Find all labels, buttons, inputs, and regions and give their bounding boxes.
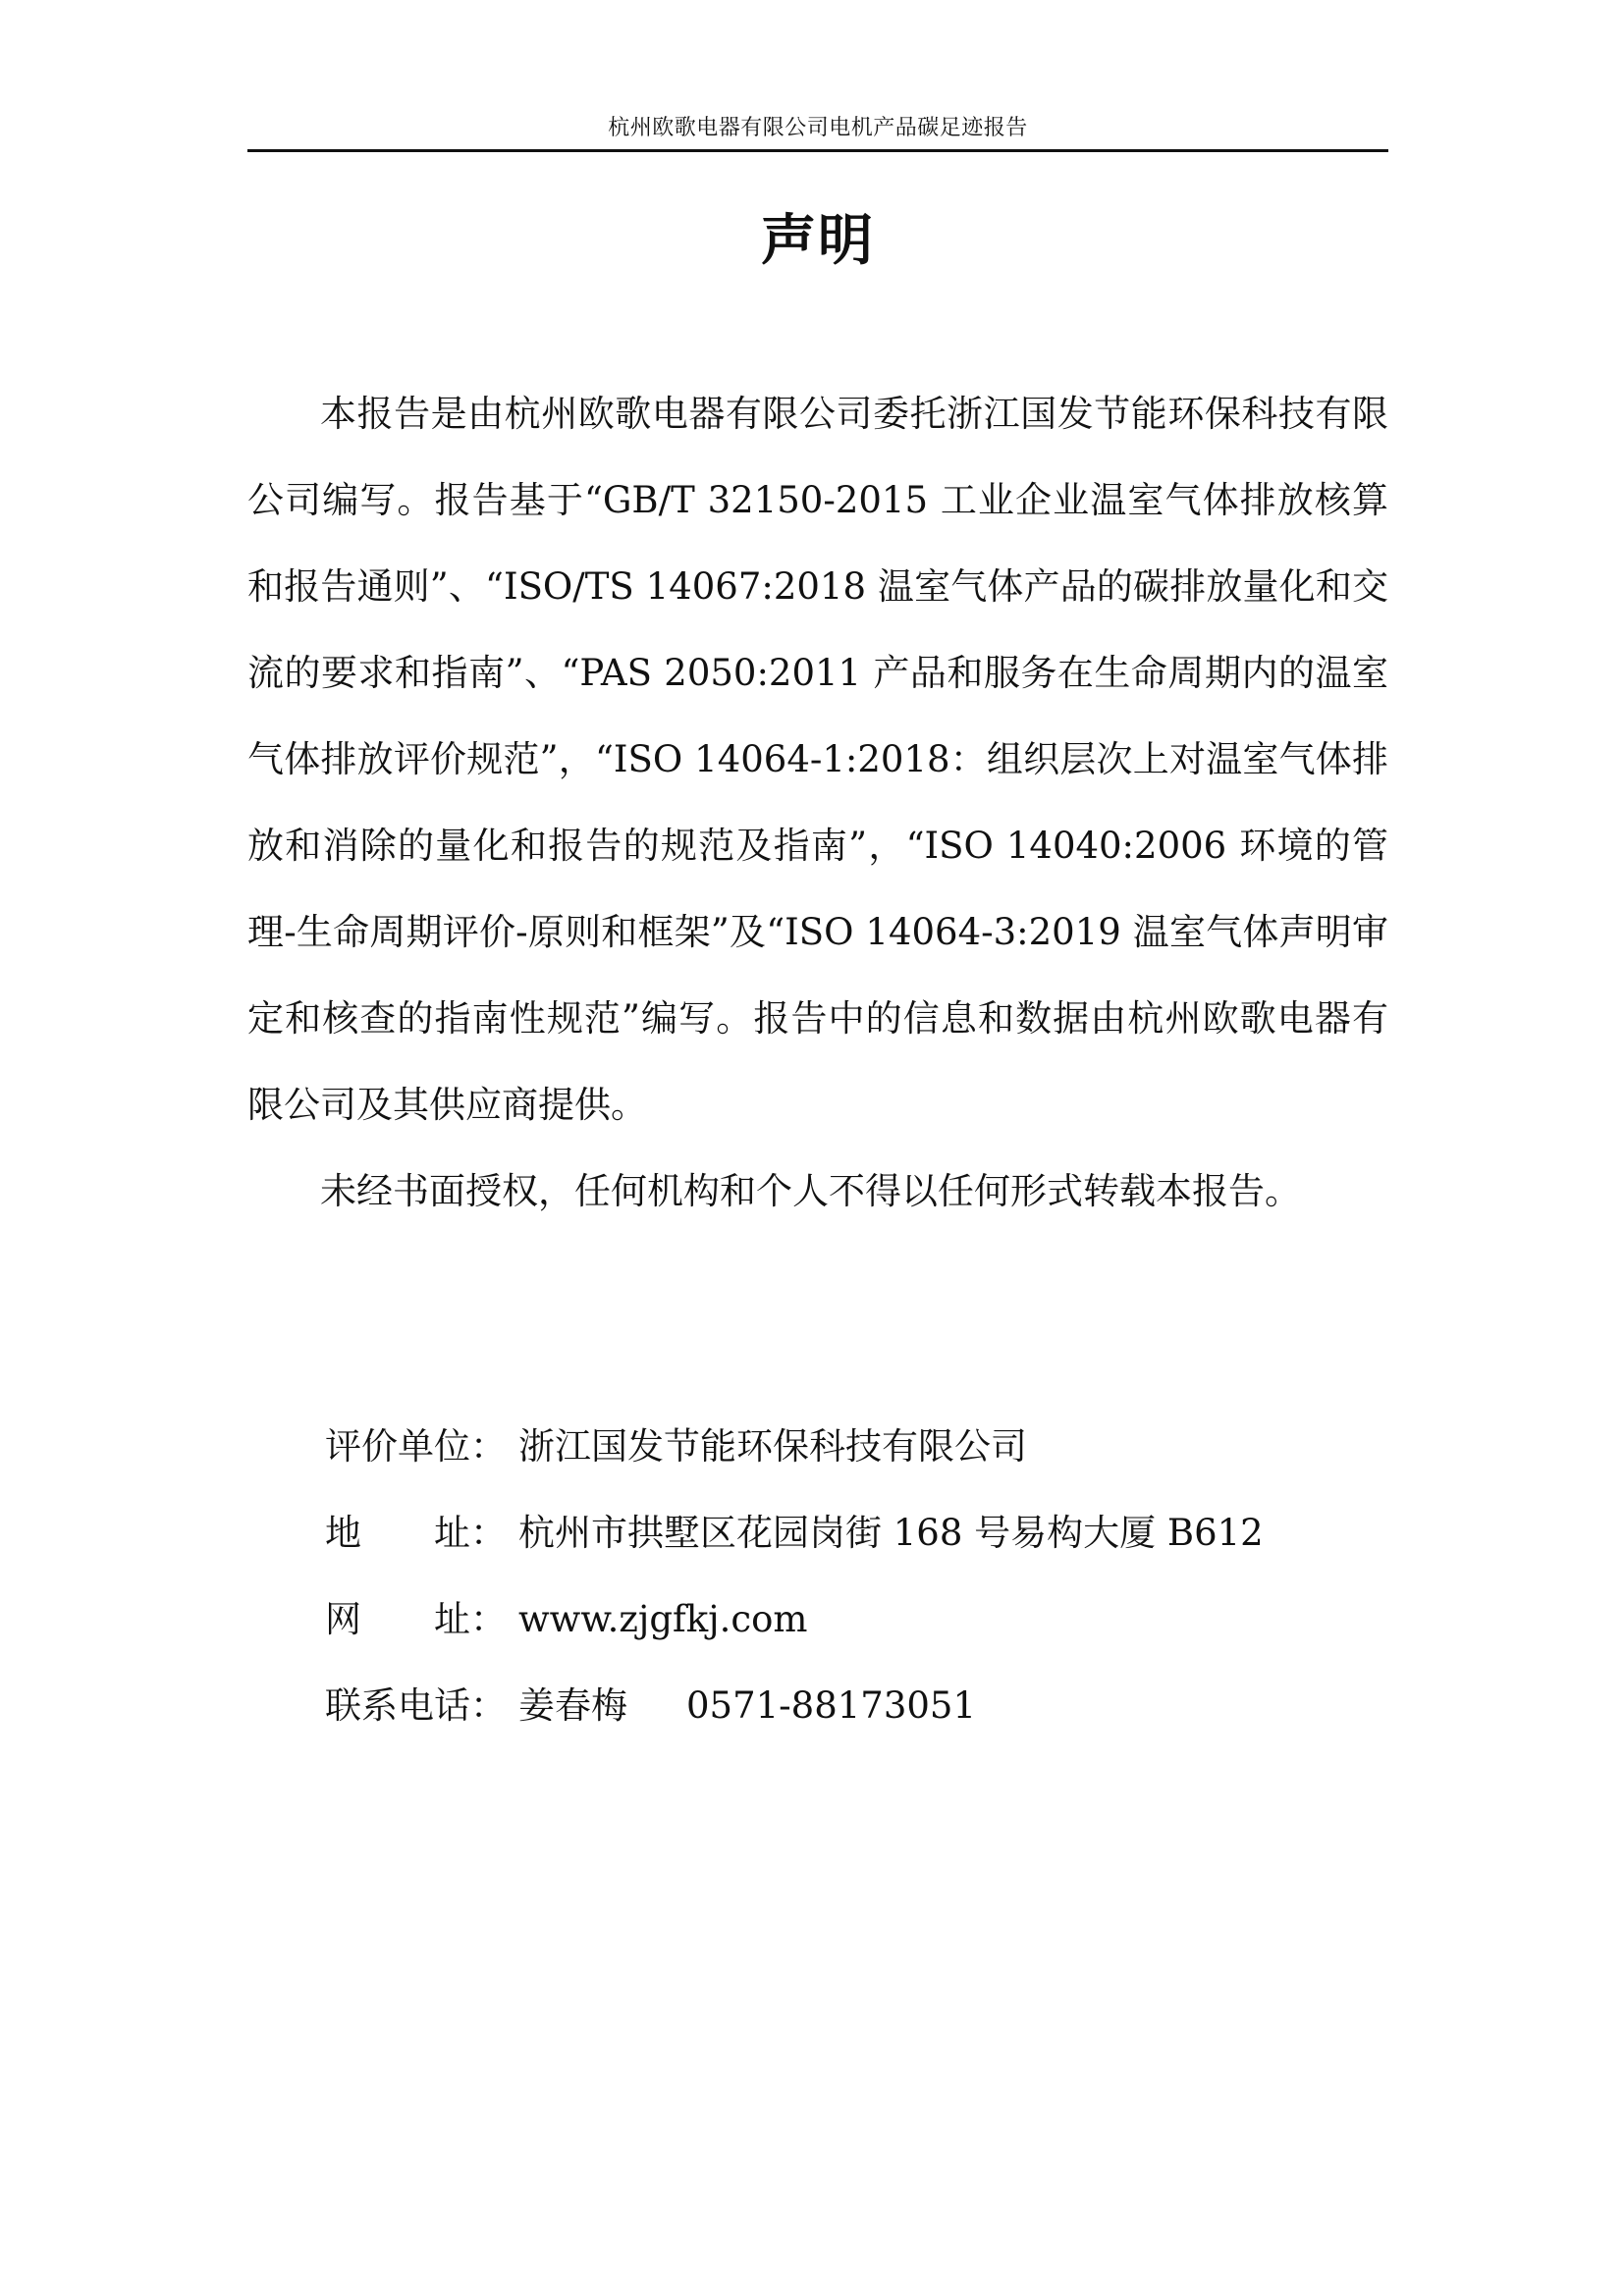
- contact-unit-value: 浙江国发节能环保科技有限公司: [518, 1425, 1027, 1468]
- contact-info: [325, 1404, 1388, 1749]
- statement-paragraph-1: 本报告是由杭州欧歌电器有限公司委托浙江国发节能环保科技有限公司编写。报告基于“GB/T 32150-2015 工业企业温室气体排放核算和报告通则”、“ISO/TS 14067:2018 温室气体产品的碳排放量化和交流的要求和指南”、“PAS 2050:2011 产品和服务在生命周期内的温室气体排放评价规范”，“ISO 14064-1:2018：组织层次上对温室气体排放和消除的量化和报告的规范及指南”，“ISO 14040:2006 环境的管理-生命周期评价-原则和框架”及“ISO 14064-3:2019 温室气体声明审定和核查的指南性规范”编写。报告中的信息和数据由杭州欧歌电器有限公司及其供应商提供。: [247, 393, 1388, 1126]
- contact-phone-person: 姜春梅: [518, 1684, 627, 1727]
- contact-website-row: [325, 1576, 1388, 1663]
- contact-website-value[interactable]: www.zjgfkj.com: [518, 1598, 808, 1640]
- contact-phone-row: [325, 1663, 1388, 1749]
- contact-phone-label: 联系电话：: [325, 1684, 507, 1727]
- contact-address-row: [325, 1490, 1388, 1576]
- statement-body: [247, 371, 1388, 1235]
- contact-address-value: 杭州市拱墅区花园岗街 168 号易构大厦 B612: [518, 1512, 1264, 1554]
- contact-unit-label: 评价单位：: [325, 1425, 507, 1468]
- contact-phone-number: 0571-88173051: [686, 1684, 976, 1727]
- contact-address-label: 地 址：: [325, 1512, 507, 1554]
- contact-unit-row: [325, 1404, 1388, 1490]
- contact-website-label: 网 址：: [325, 1598, 507, 1640]
- page-header: 杭州欧歌电器有限公司电机产品碳足迹报告: [608, 116, 1028, 140]
- contact-phone-gap: [627, 1663, 686, 1749]
- statement-paragraph-2: 未经书面授权，任何机构和个人不得以任何形式转载本报告。: [320, 1170, 1301, 1212]
- header-divider: [247, 149, 1388, 152]
- page-title: 声明: [761, 208, 875, 273]
